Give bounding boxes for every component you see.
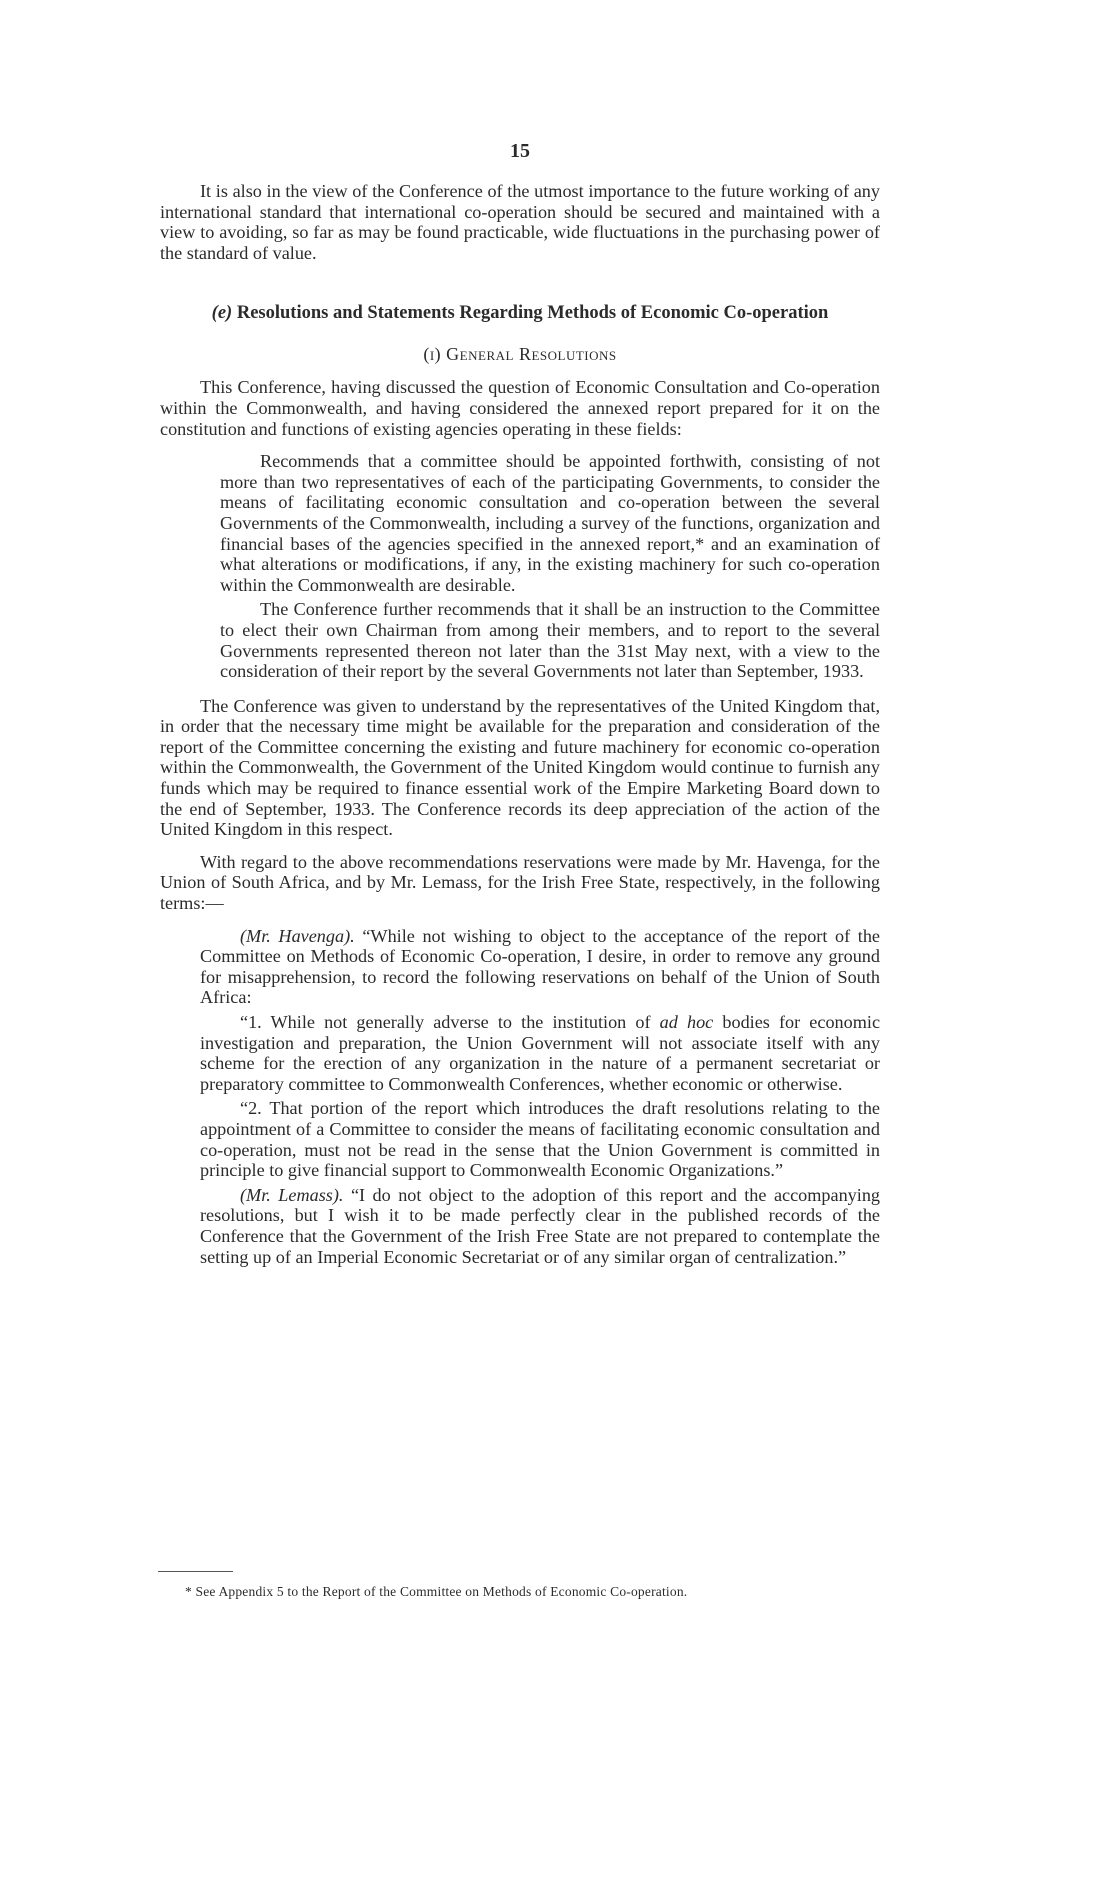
- recommendation-paragraph-1: Recommends that a committee should be appointed forthwith, consisting of not more than two representatives of each of the participating Governments, to consider the means of facilitating economic consultation and co-operation between the several Governments of the Commonwealth, including a survey of the functions, organization and financial bases of the agencies specified in the annexed report,* and an examination of what alterations or modifications, if any, in the existing machinery for such co-operation within the Commonwealth are desirable.: [220, 451, 880, 595]
- section-label: (e): [211, 303, 233, 324]
- havenga-point-1-text-a: “1. While not generally adverse to the institution of: [240, 1012, 651, 1032]
- havenga-point-2: “2. That portion of the report which introduces the draft resolutions relating to the appointment of a Committee to consider the means of facilitating economic consultation and co-operation, must not be read in the sense that the Union Government is committed in principle to give financial support to Commonwealth Economic Organizations.”: [200, 1098, 880, 1181]
- section-title: Resolutions and Statements Regarding Methods of Economic Co-operation: [236, 303, 829, 324]
- havenga-statement-text: “While not wishing to object to the acceptance of the report of the Committee on Methods of Economic Co-operation, I desire, in order to remove any ground for misapprehension, to record the following reservations on behalf of the Union of South Africa:: [200, 925, 881, 1008]
- section-heading: [160, 303, 880, 324]
- recommendations-block: [220, 451, 880, 682]
- havenga-statement: [200, 926, 880, 1008]
- uk-paragraph: The Conference was given to understand by the representatives of the United Kingdom that, in order that the necessary time might be available for the preparation and consideration of the report of the Committee concerning the existing and future machinery for economic co-operation within the Commonwealth, the Government of the United Kingdom would continue to furnish any funds which may be required to finance essential work of the Empire Marketing Board down to the end of September, 1933. The Conference records its deep appreciation of the action of the United Kingdom in this respect.: [160, 695, 880, 840]
- lemass-speaker: (Mr. Lemass).: [240, 1184, 344, 1205]
- havenga-speaker: (Mr. Havenga).: [240, 925, 355, 946]
- lemass-statement: [200, 1185, 880, 1267]
- havenga-statement-block: [200, 926, 880, 1268]
- lemass-statement-text: “I do not object to the adoption of this report and the accompanying resolutions, but I wish it to be made perfectly clear in the published records of the Conference that the Government of the Irish Free State are not prepared to contemplate the setting up of an Imperial Economic Secretariat or of any similar organ of centralization.”: [200, 1184, 880, 1267]
- havenga-point-1-ad-hoc: ad hoc: [659, 1012, 714, 1032]
- recommendation-paragraph-2: The Conference further recommends that it shall be an instruction to the Committee to elect their own Chairman from among their members, and to report to the several Governments represented thereon not later than the 31st May next, with a view to the consideration of their report by the several Governments not later than September, 1933.: [220, 599, 880, 682]
- footnote-divider: [158, 1571, 233, 1572]
- intro-paragraph: It is also in the view of the Conference of the utmost importance to the future working of any international standard that international co-operation should be secured and maintained with a view to avoiding, so far as may be found practicable, wide fluctuations in the purchasing power of the standard of value.: [160, 181, 880, 263]
- reservations-paragraph: With regard to the above recommendations reservations were made by Mr. Havenga, for the Union of South Africa, and by Mr. Lemass, for the Irish Free State, respectively, in the following terms:—: [160, 851, 880, 914]
- havenga-point-1-text-b: bodies for economic investigation and preparation, the Union Government will not associate itself with any scheme for the erection of any organization in the nature of a permanent secretariat or preparatory committee to Commonwealth Conferences, whether economic or otherwise.: [200, 1012, 881, 1094]
- footnote: * See Appendix 5 to the Report of the Committee on Methods of Economic Co-operation.: [185, 1584, 688, 1599]
- document-page: [160, 140, 880, 1267]
- subheading-general-resolutions: (i) General Resolutions: [423, 344, 617, 365]
- conference-paragraph: This Conference, having discussed the question of Economic Consultation and Co-operation within the Commonwealth, and having considered the annexed report prepared for it on the constitution and functions of existing agencies operating in these fields:: [160, 377, 880, 439]
- page-number: 15: [510, 140, 530, 162]
- havenga-point-1: [200, 1012, 880, 1094]
